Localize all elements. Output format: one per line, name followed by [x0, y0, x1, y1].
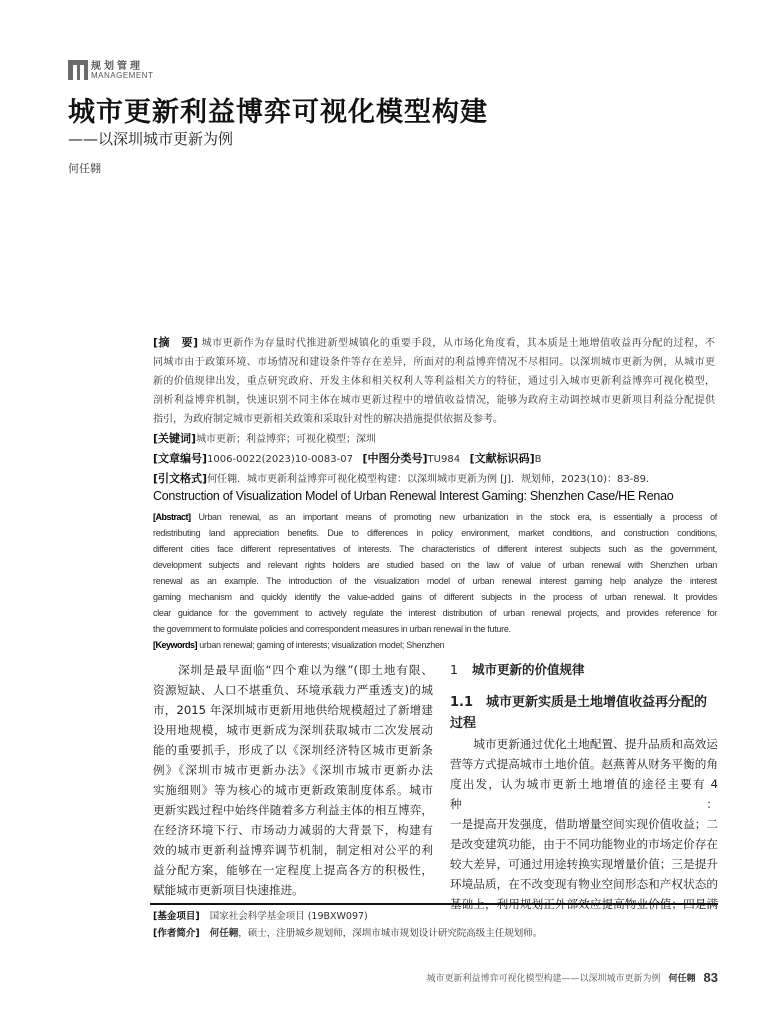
body-line: 能的重要抓手，形成了以《深圳经济特区城市更新条: [153, 743, 433, 757]
body-line: 资源短缺、人口不堪重负、环境承载力严重透支)的城: [153, 683, 433, 697]
body-line: 益分配方案，能够在一定程度上提高各方的积极性，: [153, 863, 433, 877]
fund-note: [153, 908, 542, 925]
body-line: 是改变建筑功能，由于不同功能物业的市场定价存在: [450, 837, 718, 851]
en-abstract-line: gaming mechanism and quickly identify the value-added gains of different subjects in the process of urban renewal. It provides: [153, 592, 717, 602]
keywords-line: [153, 429, 715, 449]
body-line: 城市更新通过优化土地配置、提升品质和高效运: [450, 737, 718, 751]
en-abstract-line: development subjects and relevant rights holders are studied based on the law of value of urban renewal with Shenzhen urban: [153, 560, 717, 570]
body-line: 营等方式提高城市土地价值。赵燕菁从财务平衡的角: [450, 757, 718, 771]
article-subtitle: ——以深圳城市更新为例: [68, 130, 234, 148]
footnote-divider: [150, 903, 718, 905]
keywords-label: [关键词]: [153, 432, 197, 445]
section-number: 1: [450, 662, 458, 677]
body-line: 深圳是最早面临“四个难以为继”(即土地有限、: [153, 663, 433, 677]
english-title: Construction of Visualization Model of Urban Renewal Interest Gaming: Shenzhen Case/HE Renao: [153, 489, 674, 503]
abstract-text: 城市更新作为存量时代推进新型城镇化的重要手段，从市场化角度看，其本质是土地增值收益再分配的过程，不: [201, 338, 715, 349]
abstract-label: [摘 要]: [153, 336, 198, 349]
en-abstract-label: [Abstract]: [153, 512, 191, 522]
body-line: 度出发，认为城市更新土地增值的途径主要有 4 种：: [450, 777, 718, 811]
english-abstract: [153, 509, 717, 653]
bio-text: ，硕士，注册城乡规划师，深圳市城市规划设计研究院高级主任规划师。: [238, 928, 543, 939]
doc-code: B: [534, 454, 542, 465]
article-no-label: [文章编号]: [153, 452, 208, 465]
body-line: 在经济环境下行、市场动力减弱的大背景下，构建有: [153, 823, 433, 837]
abstract-line: 指引，为政府制定城市更新相关政策和采取针对性的解决措施提供依据及参考。: [153, 414, 503, 425]
section-heading-1-1: [450, 692, 718, 734]
abstract-line: [153, 333, 715, 353]
body-line: 更新实践过程中始终伴随着多方利益主体的相互博弈，: [153, 803, 433, 817]
body-right-column: [450, 660, 718, 914]
bio-label: [作者简介]: [153, 928, 200, 939]
en-keywords-line: [153, 637, 717, 653]
body-line: 效的城市更新利益博弈调节机制，制定相对公平的利: [153, 843, 433, 857]
clc-label: [中图分类号]: [362, 452, 428, 465]
body-left-column: [153, 660, 433, 900]
abstract-line: 剖析利益博弈机制，快速识别不同主体在城市更新过程中的增值收益情况，能够为政府主动调控城市更新项目利益分配提供: [153, 395, 715, 406]
author-bio-note: [153, 925, 542, 942]
en-abstract-line: renewal as an example. The introduction of the visualization model of urban renewal interest gaming help analyze the interest: [153, 576, 717, 586]
en-abstract-text: Urban renewal, as an important means of promoting new urbanization in the stock era, is essentially a process of: [198, 512, 717, 522]
body-line: 一是提高开发强度，借助增量空间实现价值收益；二: [450, 817, 718, 831]
body-line: 赋能城市更新项目快速推进。: [153, 883, 304, 897]
citation-line: [153, 469, 715, 489]
article-title: 城市更新利益博弈可视化模型构建: [68, 97, 488, 128]
citation-label: [引文格式]: [153, 472, 208, 485]
en-abstract-line: clear guidance for the government to actively regulate the interest distribution of urban renewal projects, and provides reference for: [153, 608, 717, 618]
en-keywords: urban renewal; gaming of interests; visualization model; Shenzhen: [199, 640, 445, 650]
fund-label: [基金项目]: [153, 911, 200, 922]
m-logo-icon: [68, 60, 88, 80]
doc-code-label: [文献标识码]: [469, 452, 535, 465]
subsection-title-line: 1.1 城市更新实质是土地增值收益再分配的: [450, 695, 708, 710]
article-info-line: [153, 449, 715, 469]
abstract-line: 新的价值规律出发，重点研究政府、开发主体和相关权利人等利益相关方的特征，通过引入城市更新利益博弈可视化模型，: [153, 376, 715, 387]
page-footer: [427, 970, 719, 985]
en-abstract-line: [153, 509, 717, 525]
body-line: 设用地规模，城市更新成为深圳获取城市二次发展动: [153, 723, 433, 737]
journal-section-logo: [68, 60, 153, 80]
body-line: 较大差异，可通过用途转换实现增量价值；三是提升: [450, 857, 718, 871]
keywords: 城市更新；利益博弈；可视化模型；深圳: [196, 434, 377, 445]
article-author: 何任翱: [68, 162, 101, 175]
section-title: 城市更新的价值规律: [471, 662, 585, 677]
article-no: 1006-0022(2023)10-0083-07: [207, 454, 353, 465]
body-line: 环境品质，在不改变现有物业空间形态和产权状态的: [450, 877, 718, 891]
chinese-abstract: [153, 333, 715, 489]
logo-cn-text: 规划管理: [91, 61, 143, 72]
en-abstract-line: different cities face different representatives of interests. The characteristics of different interest subjects such as the government,: [153, 544, 717, 554]
body-line: 例》《深圳市城市更新办法》《深圳市城市更新办法: [153, 763, 433, 777]
page-number: 83: [703, 970, 718, 985]
body-line: 市，2015 年深圳城市更新用地供给规模超过了新增建: [153, 703, 433, 717]
abstract-line: 同城市由于政策环境、市场情况和建设条件等存在差异，所面对的利益博弈情况不尽相同。以深圳城市更新为例，从城市更: [153, 357, 715, 368]
bio-name: 何任翱: [209, 928, 239, 939]
citation: 何任翱．城市更新利益博弈可视化模型构建：以深圳城市更新为例 [J]．规划师，2023(10)：83-89.: [207, 474, 650, 485]
running-title: 城市更新利益博弈可视化模型构建——以深圳城市更新为例: [426, 974, 661, 984]
logo-en-text: MANAGEMENT: [91, 71, 154, 80]
fund-text: 国家社会科学基金项目 (19BXW097): [209, 911, 368, 922]
en-abstract-line: redistributing land appreciation benefits. Due to differences in policy environment, market conditions, and construction conditions,: [153, 528, 717, 538]
en-abstract-line: the government to formulate policies and correspondent measures in urban renewal in the future.: [153, 624, 511, 634]
subsection-title-line: 过程: [450, 716, 477, 731]
clc: TU984: [427, 454, 461, 465]
running-author: 何任翱: [668, 974, 696, 984]
body-line: 实施细则》等为核心的城市更新政策制度体系。城市: [153, 783, 433, 797]
en-keywords-label: [Keywords]: [153, 640, 198, 650]
footnotes: [153, 908, 542, 942]
section-heading-1: [450, 660, 718, 680]
